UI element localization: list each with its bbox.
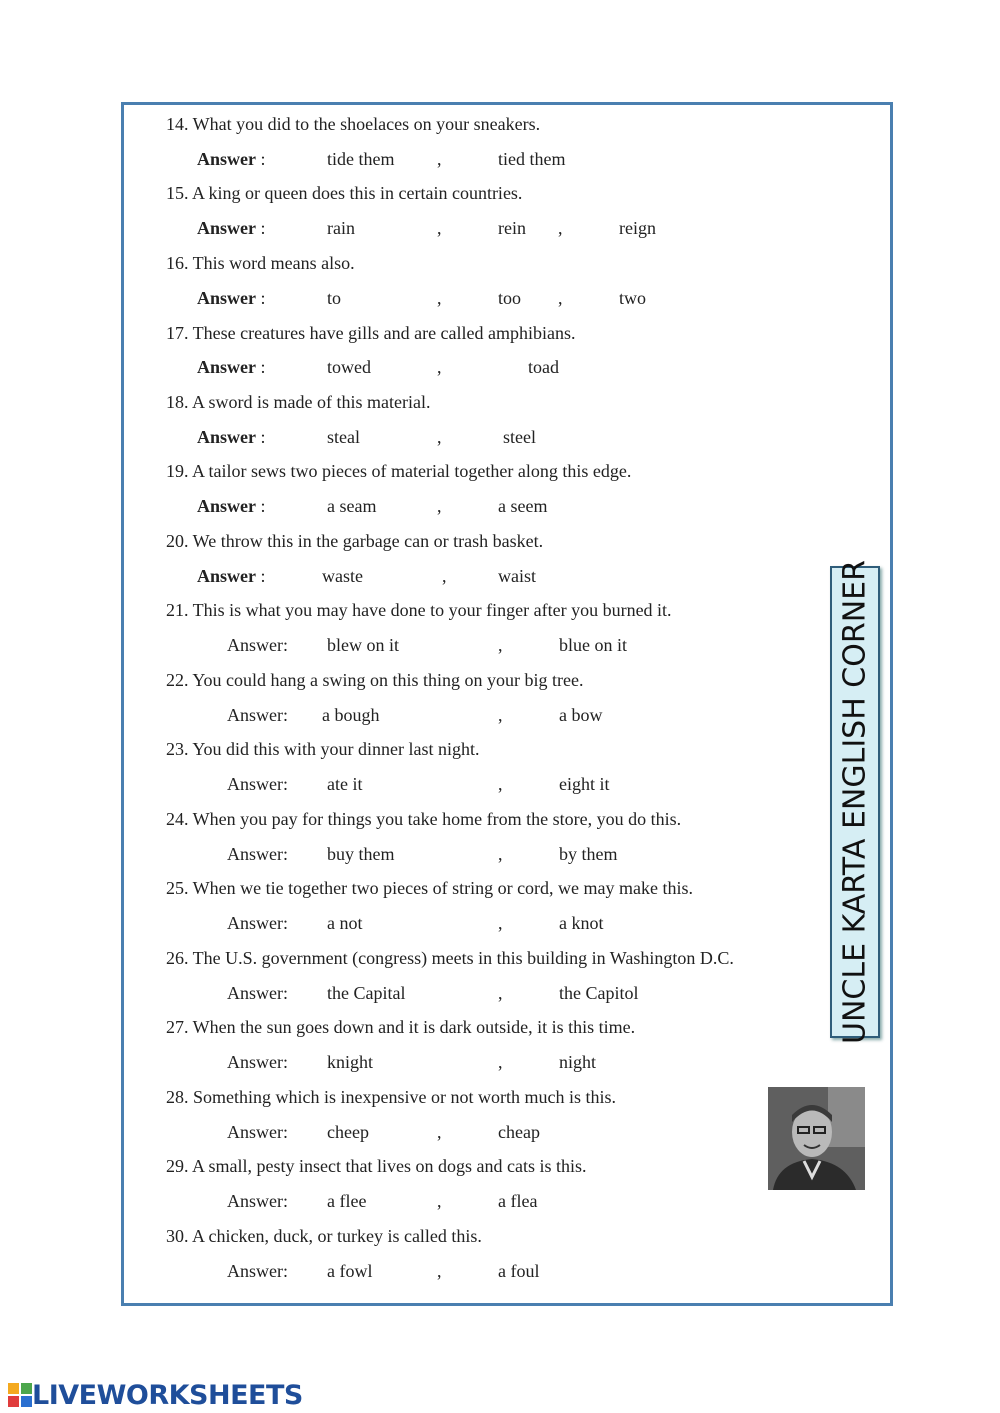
liveworksheets-logo [8, 1380, 303, 1410]
question-14: 14. What you did to the shoelaces on your sneakers. [166, 114, 541, 134]
question-26: 26. The U.S. government (congress) meets in this building in Washington D.C. [166, 948, 734, 968]
teacher-photo [768, 1087, 865, 1190]
answer-label-30: Answer: [227, 1261, 288, 1281]
answer-label-21: Answer: [227, 635, 288, 655]
question-20: 20. We throw this in the garbage can or trash basket. [166, 531, 544, 551]
question-22: 22. You could hang a swing on this thing on your big tree. [166, 670, 584, 690]
option-14-2[interactable]: tied them [498, 149, 566, 169]
option-23-1[interactable]: ate it [327, 774, 363, 794]
comma-16-1: , [437, 288, 442, 308]
option-23-2[interactable]: eight it [559, 774, 610, 794]
side-banner-text: UNCLE KARTA ENGLISH CORNER [837, 560, 873, 1044]
answer-label-22: Answer: [227, 705, 288, 725]
option-20-1[interactable]: waste [322, 566, 363, 586]
question-29: 29. A small, pesty insect that lives on dogs and cats is this. [166, 1156, 587, 1176]
question-25: 25. When we tie together two pieces of string or cord, we may make this. [166, 878, 694, 898]
option-26-1[interactable]: the Capital [327, 983, 406, 1003]
question-27: 27. When the sun goes down and it is dark outside, it is this time. [166, 1017, 636, 1037]
answer-label-23: Answer: [227, 774, 288, 794]
question-16: 16. This word means also. [166, 253, 355, 273]
liveworksheets-logo-icon [8, 1383, 32, 1407]
answer-label-14: Answer : [197, 149, 266, 169]
comma-16-2: , [558, 288, 563, 308]
comma-14-1: , [437, 149, 442, 169]
question-15: 15. A king or queen does this in certain countries. [166, 183, 523, 203]
option-28-2[interactable]: cheap [498, 1122, 540, 1142]
option-21-2[interactable]: blue on it [559, 635, 627, 655]
comma-22-1: , [498, 705, 503, 725]
comma-15-2: , [558, 218, 563, 238]
comma-26-1: , [498, 983, 503, 1003]
answer-label-27: Answer: [227, 1052, 288, 1072]
answer-label-24: Answer: [227, 844, 288, 864]
option-29-1[interactable]: a flee [327, 1191, 367, 1211]
option-30-2[interactable]: a foul [498, 1261, 540, 1281]
option-15-2[interactable]: rein [498, 218, 526, 238]
comma-30-1: , [437, 1261, 442, 1281]
answer-label-19: Answer : [197, 496, 266, 516]
option-17-2[interactable]: toad [528, 357, 559, 377]
option-24-1[interactable]: buy them [327, 844, 395, 864]
comma-17-1: , [437, 357, 442, 377]
comma-28-1: , [437, 1122, 442, 1142]
comma-25-1: , [498, 913, 503, 933]
option-16-2[interactable]: too [498, 288, 522, 308]
question-21: 21. This is what you may have done to your finger after you burned it. [166, 600, 672, 620]
comma-24-1: , [498, 844, 503, 864]
question-30: 30. A chicken, duck, or turkey is called this. [166, 1226, 482, 1246]
option-29-2[interactable]: a flea [498, 1191, 538, 1211]
option-17-1[interactable]: towed [327, 357, 371, 377]
comma-29-1: , [437, 1191, 442, 1211]
comma-15-1: , [437, 218, 442, 238]
option-25-2[interactable]: a knot [559, 913, 604, 933]
comma-19-1: , [437, 496, 442, 516]
option-20-2[interactable]: waist [498, 566, 536, 586]
question-17: 17. These creatures have gills and are called amphibians. [166, 323, 576, 343]
option-18-1[interactable]: steal [327, 427, 360, 447]
option-16-3[interactable]: two [619, 288, 646, 308]
option-27-1[interactable]: knight [327, 1052, 374, 1072]
question-23: 23. You did this with your dinner last night. [166, 739, 480, 759]
answer-label-26: Answer: [227, 983, 288, 1003]
option-28-1[interactable]: cheep [327, 1122, 369, 1142]
option-15-3[interactable]: reign [619, 218, 656, 238]
answer-label-29: Answer: [227, 1191, 288, 1211]
footer-brand: LIVEWORKSHEETS [32, 1379, 303, 1411]
option-26-2[interactable]: the Capitol [559, 983, 639, 1003]
answer-label-17: Answer : [197, 357, 266, 377]
option-22-1[interactable]: a bough [322, 705, 380, 725]
answer-label-25: Answer: [227, 913, 288, 933]
question-18: 18. A sword is made of this material. [166, 392, 431, 412]
option-27-2[interactable]: night [559, 1052, 597, 1072]
option-22-2[interactable]: a bow [559, 705, 603, 725]
option-21-1[interactable]: blew on it [327, 635, 399, 655]
question-24: 24. When you pay for things you take home from the store, you do this. [166, 809, 682, 829]
comma-21-1: , [498, 635, 503, 655]
option-30-1[interactable]: a fowl [327, 1261, 373, 1281]
answer-label-15: Answer : [197, 218, 266, 238]
comma-20-1: , [442, 566, 447, 586]
answer-label-18: Answer : [197, 427, 266, 447]
option-24-2[interactable]: by them [559, 844, 618, 864]
comma-27-1: , [498, 1052, 503, 1072]
option-18-2[interactable]: steel [503, 427, 536, 447]
option-16-1[interactable]: to [327, 288, 342, 308]
answer-label-28: Answer: [227, 1122, 288, 1142]
comma-18-1: , [437, 427, 442, 447]
option-15-1[interactable]: rain [327, 218, 355, 238]
answer-label-20: Answer : [197, 566, 266, 586]
side-banner [830, 560, 880, 1044]
option-19-1[interactable]: a seam [327, 496, 377, 516]
option-14-1[interactable]: tide them [327, 149, 395, 169]
answer-label-16: Answer : [197, 288, 266, 308]
question-19: 19. A tailor sews two pieces of material together along this edge. [166, 461, 632, 481]
option-19-2[interactable]: a seem [498, 496, 548, 516]
option-25-1[interactable]: a not [327, 913, 363, 933]
comma-23-1: , [498, 774, 503, 794]
question-28: 28. Something which is inexpensive or not worth much is this. [166, 1087, 616, 1107]
